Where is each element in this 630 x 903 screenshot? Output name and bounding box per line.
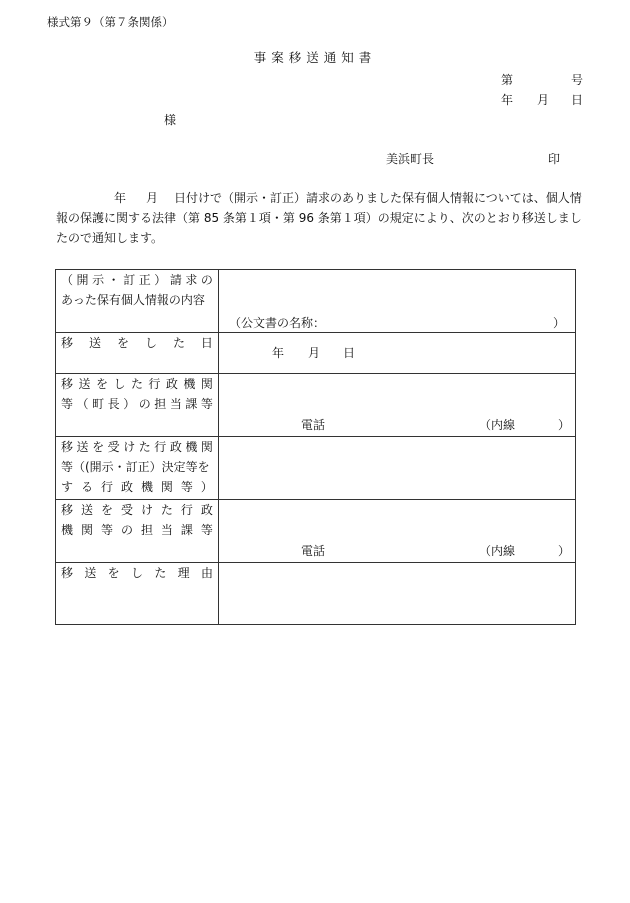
transfer-table xyxy=(55,269,576,625)
label-char: 関 xyxy=(160,480,173,494)
transfer-month: 月 xyxy=(308,346,321,360)
label-char: 政 xyxy=(165,377,178,391)
label-char: 由 xyxy=(200,566,213,580)
table-row-receiving-agency xyxy=(56,437,576,500)
label-char: 町 xyxy=(92,397,105,411)
table-row-content xyxy=(56,270,576,333)
label-char: 課 xyxy=(185,397,198,411)
label-char: 移 xyxy=(61,336,74,350)
doc-name-open: （公文書の名称： xyxy=(229,316,326,330)
label-char: 政 xyxy=(200,503,213,517)
label-char: た xyxy=(130,377,143,391)
label-char: 関 xyxy=(200,377,213,391)
table-row-sender-office xyxy=(56,374,576,437)
label-cell-content xyxy=(56,270,219,333)
sender-name: 美浜町長 xyxy=(386,152,435,166)
date-month: 月 xyxy=(537,93,550,107)
label-char: 政 xyxy=(120,480,133,494)
label-cell-sender-office xyxy=(56,374,219,437)
label-char: 等 xyxy=(61,397,74,411)
label-char: た xyxy=(138,440,151,454)
date-day: 日 xyxy=(571,93,584,107)
label-cell-receiving-agency xyxy=(56,437,219,500)
label-char: 開 xyxy=(76,273,89,287)
label-char: た xyxy=(172,336,185,350)
label-sender-office-line2 xyxy=(61,394,213,414)
sender-ext-close: ） xyxy=(558,418,571,432)
sender-ext-open: （内線 xyxy=(479,418,516,432)
label-char: し xyxy=(113,377,126,391)
label-char: 行 xyxy=(148,377,161,391)
label-char: た xyxy=(160,503,173,517)
label-char: し xyxy=(130,566,143,580)
receiver-ext-open: （内線 xyxy=(479,544,516,558)
value-cell-sender-office[interactable] xyxy=(219,374,576,437)
label-char: 送 xyxy=(80,503,93,517)
label-char: 送 xyxy=(88,336,101,350)
doc-name-close: ） xyxy=(553,316,566,330)
label-char: 機 xyxy=(140,480,153,494)
label-char: の xyxy=(200,273,213,287)
label-char: を xyxy=(95,377,108,391)
label-char: 行 xyxy=(100,480,113,494)
label-char: 政 xyxy=(169,440,182,454)
label-char: 当 xyxy=(169,397,182,411)
label-char: を xyxy=(100,503,113,517)
receiver-phone-label: 電話 xyxy=(301,544,326,558)
label-char: 当 xyxy=(160,523,173,537)
label-receiving-office-line1 xyxy=(61,500,213,520)
label-receiving-agency-line2: 等（(開示・訂正）決定等を xyxy=(61,460,210,474)
label-char: 理 xyxy=(177,566,190,580)
receiver-ext-close: ） xyxy=(558,544,571,558)
label-receiving-office-line2 xyxy=(61,520,213,540)
label-char: 訂 xyxy=(123,273,136,287)
label-char: 等 xyxy=(200,397,213,411)
label-char: 課 xyxy=(180,523,193,537)
label-receiving-agency-line1 xyxy=(61,437,213,457)
label-receiving-agency-line3 xyxy=(61,477,213,497)
value-cell-receiving-agency[interactable] xyxy=(219,437,576,500)
body-month: 月 xyxy=(146,191,159,205)
table-row-receiving-office xyxy=(56,500,576,563)
body-paragraph xyxy=(56,188,584,248)
value-cell-reason[interactable] xyxy=(219,563,576,625)
label-char: 担 xyxy=(140,523,153,537)
label-sender-office-line1 xyxy=(61,374,213,394)
label-char: ） xyxy=(123,397,136,411)
label-char: 等 xyxy=(180,480,193,494)
value-cell-receiving-office[interactable] xyxy=(219,500,576,563)
label-content-line1 xyxy=(61,270,213,290)
label-char: し xyxy=(144,336,157,350)
form-label: 様式第９（第７条関係） xyxy=(47,15,174,29)
label-char: 示 xyxy=(92,273,105,287)
label-char: 移 xyxy=(61,503,74,517)
label-cell-reason xyxy=(56,563,219,625)
label-char: ） xyxy=(200,480,213,494)
label-content-line2: あった保有個人情報の内容 xyxy=(61,293,205,307)
label-char: 長 xyxy=(107,397,120,411)
label-char: ） xyxy=(154,273,167,287)
value-cell-content[interactable] xyxy=(219,270,576,333)
number-dai: 第 xyxy=(501,73,514,87)
transfer-day: 日 xyxy=(343,346,356,360)
label-char: 送 xyxy=(76,440,89,454)
label-char: 機 xyxy=(185,440,198,454)
body-text: 日付けで（開示・訂正）請求のありました保有個人情報については、個人情報の保護に関する法律（第 85 条第１項・第 96 条第１項）の規定により、次のとおり移送しましたので通知します。 xyxy=(56,191,582,245)
label-char: 求 xyxy=(185,273,198,287)
label-char: す xyxy=(61,480,74,494)
seal-mark: 印 xyxy=(548,152,561,166)
transfer-year: 年 xyxy=(272,346,285,360)
label-char: け xyxy=(140,503,153,517)
number-gou: 号 xyxy=(571,73,584,87)
label-char: 送 xyxy=(78,377,91,391)
label-char: 行 xyxy=(180,503,193,517)
label-char: た xyxy=(154,566,167,580)
label-char: 請 xyxy=(169,273,182,287)
label-char: を xyxy=(92,440,105,454)
label-char: 正 xyxy=(138,273,151,287)
label-reason xyxy=(61,563,213,583)
label-char: 移 xyxy=(61,377,74,391)
label-char: 等 xyxy=(100,523,113,537)
label-transfer-date xyxy=(61,333,213,353)
label-char: を xyxy=(107,566,120,580)
sender-phone-label: 電話 xyxy=(301,418,326,432)
label-char: 関 xyxy=(200,440,213,454)
label-char: 受 xyxy=(120,503,133,517)
body-year: 年 xyxy=(114,191,127,205)
label-char: 日 xyxy=(200,336,213,350)
table-row-reason xyxy=(56,563,576,625)
label-char: 移 xyxy=(61,566,74,580)
label-char: の xyxy=(120,523,133,537)
label-char: 移 xyxy=(61,440,74,454)
label-char: ・ xyxy=(107,273,120,287)
table-row-transfer-date xyxy=(56,333,576,374)
label-cell-transfer-date xyxy=(56,333,219,374)
label-char: 関 xyxy=(80,523,93,537)
recipient-sama: 様 xyxy=(164,113,177,127)
value-cell-transfer-date[interactable] xyxy=(219,333,576,374)
label-char: け xyxy=(123,440,136,454)
label-char: 機 xyxy=(61,523,74,537)
date-year: 年 xyxy=(501,93,514,107)
label-char: る xyxy=(80,480,93,494)
label-char: 行 xyxy=(154,440,167,454)
label-char: （ xyxy=(61,273,74,287)
label-char: 送 xyxy=(84,566,97,580)
label-char: 機 xyxy=(183,377,196,391)
label-char: 担 xyxy=(154,397,167,411)
label-char: の xyxy=(138,397,151,411)
label-char: を xyxy=(116,336,129,350)
label-cell-receiving-office xyxy=(56,500,219,563)
document-title: 事案移送通知書 xyxy=(253,50,377,65)
label-char: （ xyxy=(76,397,89,411)
label-char: 受 xyxy=(107,440,120,454)
label-char: 等 xyxy=(200,523,213,537)
